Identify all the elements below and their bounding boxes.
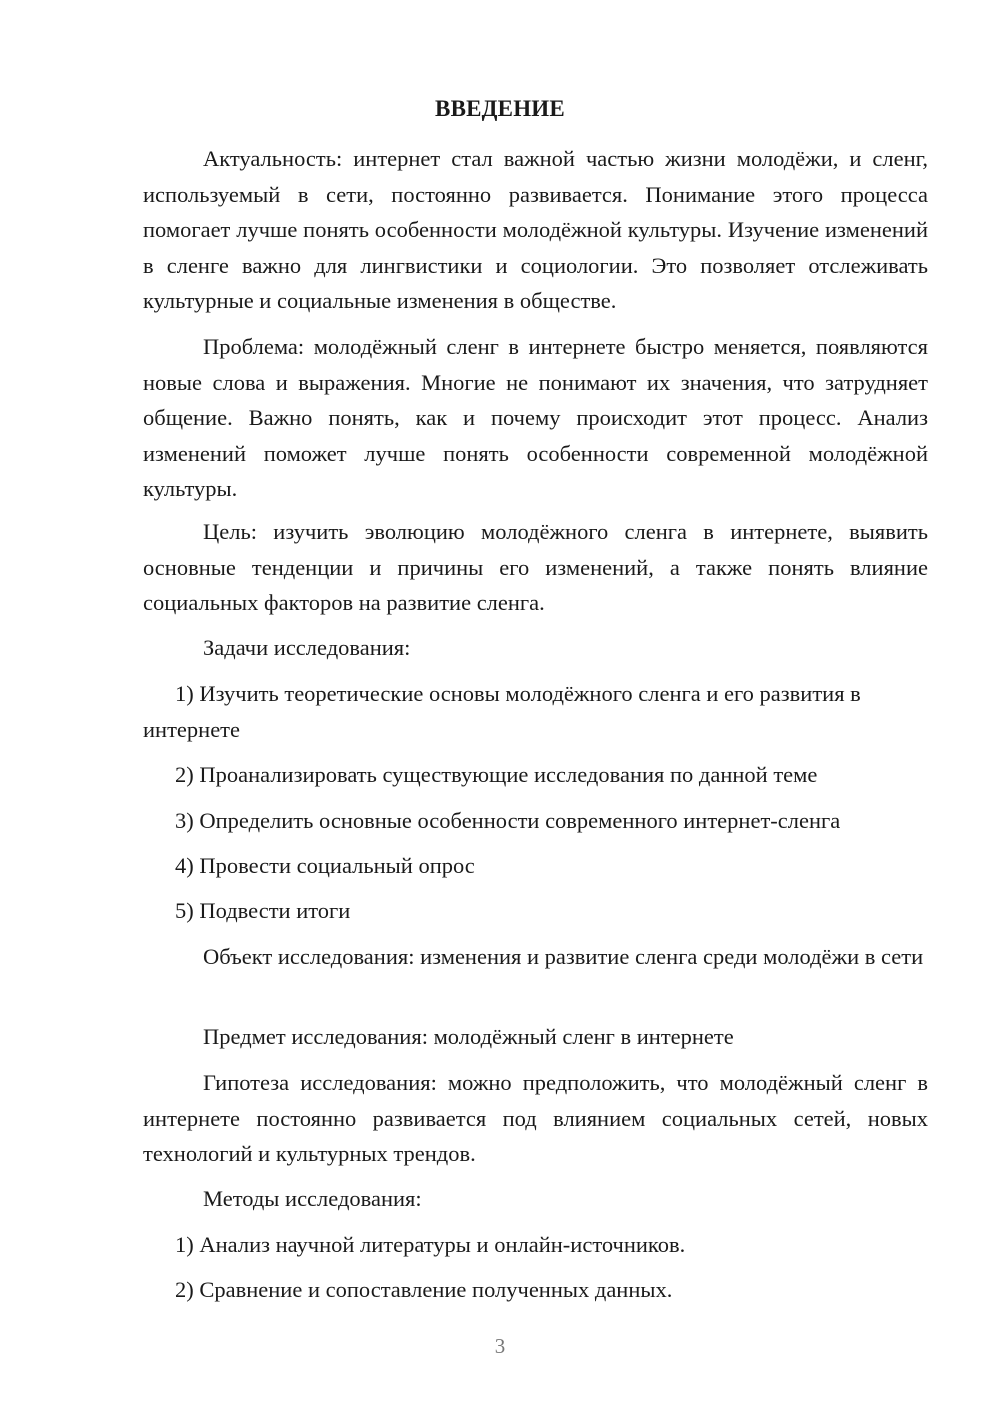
task-item-2: 2) Проанализировать существующие исследования по данной теме	[175, 762, 818, 787]
hypothesis-paragraph: Гипотеза исследования: можно предположить, что молодёжный сленг в интернете постоянно развивается под влиянием социальных сетей, новых технологий и культурных трендов.	[143, 1070, 928, 1166]
object-paragraph: Объект исследования: изменения и развитие сленга среди молодёжи в сети	[203, 944, 924, 969]
methods-heading: Методы исследования:	[203, 1186, 422, 1211]
task-item-3: 3) Определить основные особенности современного интернет-сленга	[175, 808, 841, 833]
task-item-5: 5) Подвести итоги	[175, 898, 351, 923]
method-item-2: 2) Сравнение и сопоставление полученных данных.	[175, 1277, 673, 1302]
page-title: ВВЕДЕНИЕ	[435, 96, 565, 121]
method-item-1: 1) Анализ научной литературы и онлайн-источников.	[175, 1232, 686, 1257]
relevance-paragraph: Актуальность: интернет стал важной частью жизни молодёжи, и сленг, используемый в сети, постоянно развивается. Понимание этого процесса помогает лучше понять особенности молодёжной культуры. Изучение изменений в сленге важно для лингвистики и социологии. Это позволяет отслеживать культурные и социальные изменения в обществе.	[143, 146, 928, 313]
problem-paragraph: Проблема: молодёжный сленг в интернете быстро меняется, появляются новые слова и выражения. Многие не понимают их значения, что затрудняет общение. Важно понять, как и почему происходит этот процесс. Анализ изменений поможет лучше понять особенности современной молодёжной культуры.	[143, 334, 928, 501]
page-number: 3	[494, 1334, 506, 1358]
tasks-heading: Задачи исследования:	[203, 635, 411, 660]
task-item-4: 4) Провести социальный опрос	[175, 853, 475, 878]
goal-paragraph: Цель: изучить эволюцию молодёжного сленга в интернете, выявить основные тенденции и причины его изменений, а также понять влияние социальных факторов на развитие сленга.	[143, 519, 928, 615]
subject-paragraph: Предмет исследования: молодёжный сленг в интернете	[203, 1024, 734, 1049]
task-item-1: 1) Изучить теоретические основы молодёжного сленга и его развития в интернете	[143, 681, 861, 742]
